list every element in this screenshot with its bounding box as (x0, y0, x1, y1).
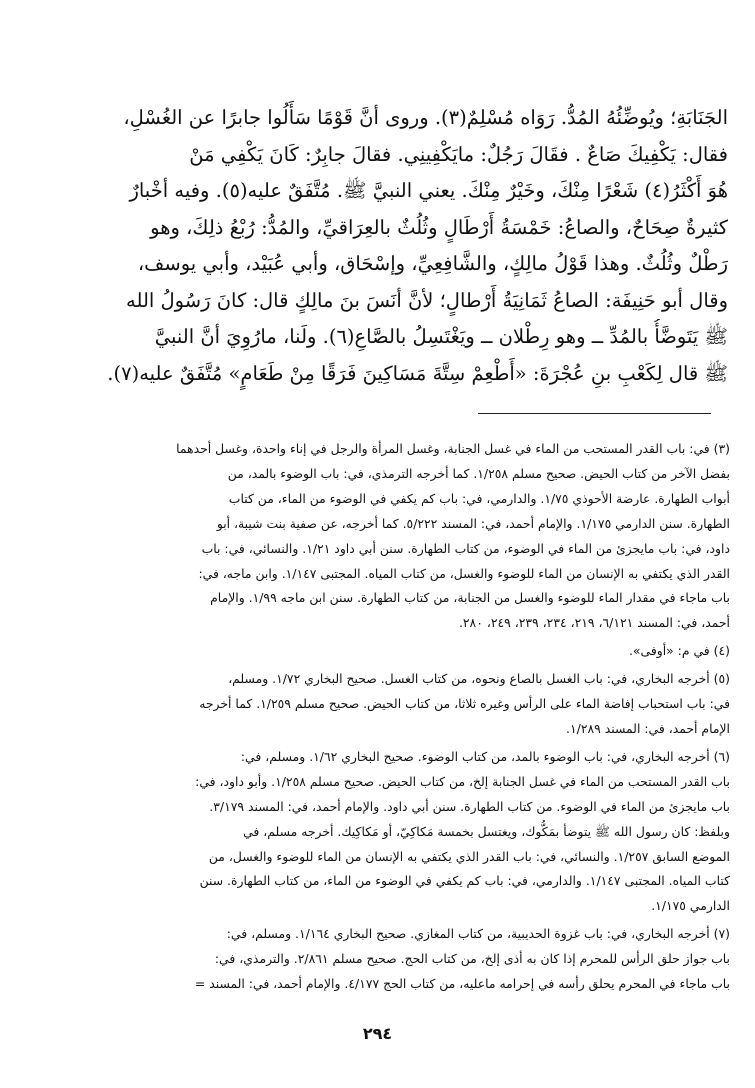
footnote-line: داود، في: باب مايجزئ من الماء في الوضوء، من كتاب الطهارة. سنن أبي داود ١/٢١. والنسائي، في: باب (201, 540, 730, 556)
footnote-line: الموضع السابق ١/٢٥٧. والنسائي، في: باب القدر الذي يكتفي به الإنسان من الماء للوضوء والغسل، من (208, 848, 730, 864)
main-text-line: رَطْلٌ وثُلُثٌ. وهذا قَوْلُ مالِكٍ، والشَّافِعِيِّ، وإسْحَاق، وأبي عُبَيْد، وأبي يوسف، (137, 252, 728, 275)
main-text-block (98, 100, 728, 392)
footnote-line: الطهارة. سنن الدارمي ١/١٧٥. والإمام أحمد، في: المسند ٥/٢٢٢. كما أخرجه، عن صفية بنت شيبة، أبو (216, 515, 730, 531)
footnote-5 (98, 667, 730, 742)
footnote-line: (٧) أخرجه البخاري، في: باب غزوة الحديبية، من كتاب المغازي. صحيح البخاري ١/١٦٤. ومسلم، في: (226, 926, 730, 942)
footnote-line: (٥) أخرجه البخاري، في: باب الغسل بالصاع ونحوه، من كتاب الغسل. صحيح البخاري ١/٧٢. ومسلم، (228, 671, 730, 687)
footnote-line: باب جواز حلق الرأس للمحرم إذا كان به أذى إلخ، من كتاب الحج. صحيح مسلم ٢/٨٦١. والترمذي، في: (214, 951, 730, 967)
footnote-line: في: باب استحباب إفاضة الماء على الرأس وغيره ثلاثا، من كتاب الحيض. صحيح مسلم ١/٢٥٩. كما أخرجه (199, 696, 730, 712)
footnote-line: الدارمي ١/١٧٥. (651, 898, 730, 914)
footnote-4 (98, 639, 730, 664)
footnote-line: الإمام أحمد، في: المسند ١/٢٨٩. (566, 720, 730, 736)
footnote-line: باب مايجزئ من الماء في الوضوء. من كتاب الطهارة. سنن أبي داود. والإمام أحمد، في: المسند ٣/١٧٩. (209, 798, 730, 814)
page-number: ٢٩٤ (362, 1024, 393, 1043)
main-text-line: ﷺ يَتَوضَّأُ بالمُدِّ ــ وهو رِطْلان ــ ويَغْتَسِلُ بالصَّاعِ(٦). ولَنا، مارُوِيَ أنَّ النبيَّ (154, 325, 728, 348)
footnote-separator (478, 413, 711, 414)
footnote-line: (٣) في: باب القدر المستحب من الماء في غسل الجنابة، وغسل المرأة والرجل في إناء واحدة، وغسل أحدهما (176, 441, 730, 456)
main-text-line: كثيرةٌ صِحَاحٌ، والصاعُ: خَمْسَةُ أَرْطَالٍ وثُلُثٌ بالعِرَاقيِّ، والمُدُّ: رُبْعُ ذلِكَ، وهو (150, 215, 728, 239)
footnote-6 (98, 745, 730, 919)
footnote-line: كتاب المياه. المجتبى ١/١٤٧. والدارمي، في: باب كم يكفي في الوضوء من الماء، من كتاب الطهارة. سنن (199, 873, 730, 889)
footnote-line: أحمد، في: المسند ٦/١٢١، ٢١٩، ٢٣٤، ٢٣٩، ٢٤٩، ٢٨٠. (458, 615, 730, 631)
footnote-line: باب ماجاء في مقدار الماء للوضوء والغسل من الجنابة، من كتاب الطهارة. سنن ابن ماجه ١/٩٩. والإمام (210, 590, 730, 606)
footnote-line: (٦) أخرجه البخاري، في: باب الوضوء بالمد، من كتاب الوضوء. صحيح البخاري ١/٦٢. ومسلم، في: (240, 748, 730, 764)
footnotes-block (98, 437, 730, 1000)
main-text-line: ﷺ قال لِكَعْبِ بنِ عُجْرَةَ: «أَطْعِمْ سِتَّةَ مَسَاكِينَ فَرَقًا مِنْ طَعَامٍ» مُتَّفَقٌ عليه(٧). (107, 361, 728, 385)
footnote-line: باب ماجاء في المحرم يحلق رأسه في إحرامه ماعليه، من كتاب الحج ٤/١٧٧. والإمام أحمد، في: المسند = (194, 976, 730, 992)
footnote-line: وبلفظ: كان رسول الله ﷺ يتوضأ بمَكُّوك، ويغتسل بخمسة مَكاكِيّ، أو مَكاكِيك. أخرجه مسلم، في (243, 823, 730, 839)
footnote-line: باب القدر المستحب من الماء في غسل الجنابة إلخ، من كتاب الحيض. صحيح مسلم ١/٢٥٨. وأبو داود، في: (195, 773, 730, 789)
main-text-line: هُوَ أَكْثَرُ(٤) شَعْرًا مِنْكَ، وخَيْرٌ مِنْكَ. يعني النبيَّ ﷺ. مُتَّفَقٌ عليه(٥). وفيه أخْبارٌ (129, 179, 728, 202)
footnote-line: (٤) في م: «أوفى». (628, 643, 730, 659)
footnote-line: بفضل الآخر من كتاب الحيض. صحيح مسلم ١/٢٥٨. كما أخرجه الترمذي، في: باب الوضوء بالمد، من (227, 465, 730, 481)
footnote-7 (98, 922, 730, 997)
footnote-3 (98, 437, 730, 636)
main-text-line: وقال أبو حَنِيفَة: الصاعُ ثَمَانِيَةُ أَرْطالٍ؛ لأنَّ أنَسَ بنَ مالِكٍ قال: كانَ رَسُولُ الله (126, 288, 728, 312)
main-text-line: الجَنَابَةِ؛ ويُوضِّئُهُ المُدُّ. رَوَاه مُسْلِمٌ(٣). وروى أنَّ قَوْمًا سَأَلُوا جابرًا عن الغُسْلِ، (123, 106, 728, 129)
main-text-line: فقال: يَكْفِيكَ صَاعٌ . فقَالَ رَجُلٌ: مايَكْفِينِي. فقالَ جابِرٌ: كَانَ يَكْفِي مَنْ (189, 142, 728, 166)
footnote-line: القدر الذي يكتفي به الإنسان من الماء للوضوء والغسل، من كتاب المياه. المجتبى ١/١٤٧. وابن ماجه، في: (198, 565, 730, 581)
footnote-line: أبواب الطهارة. عارضة الأحوذي ١/٧٥. والدارمي، في: باب كم يكفي في الوضوء من الماء، من كتاب (228, 490, 730, 506)
